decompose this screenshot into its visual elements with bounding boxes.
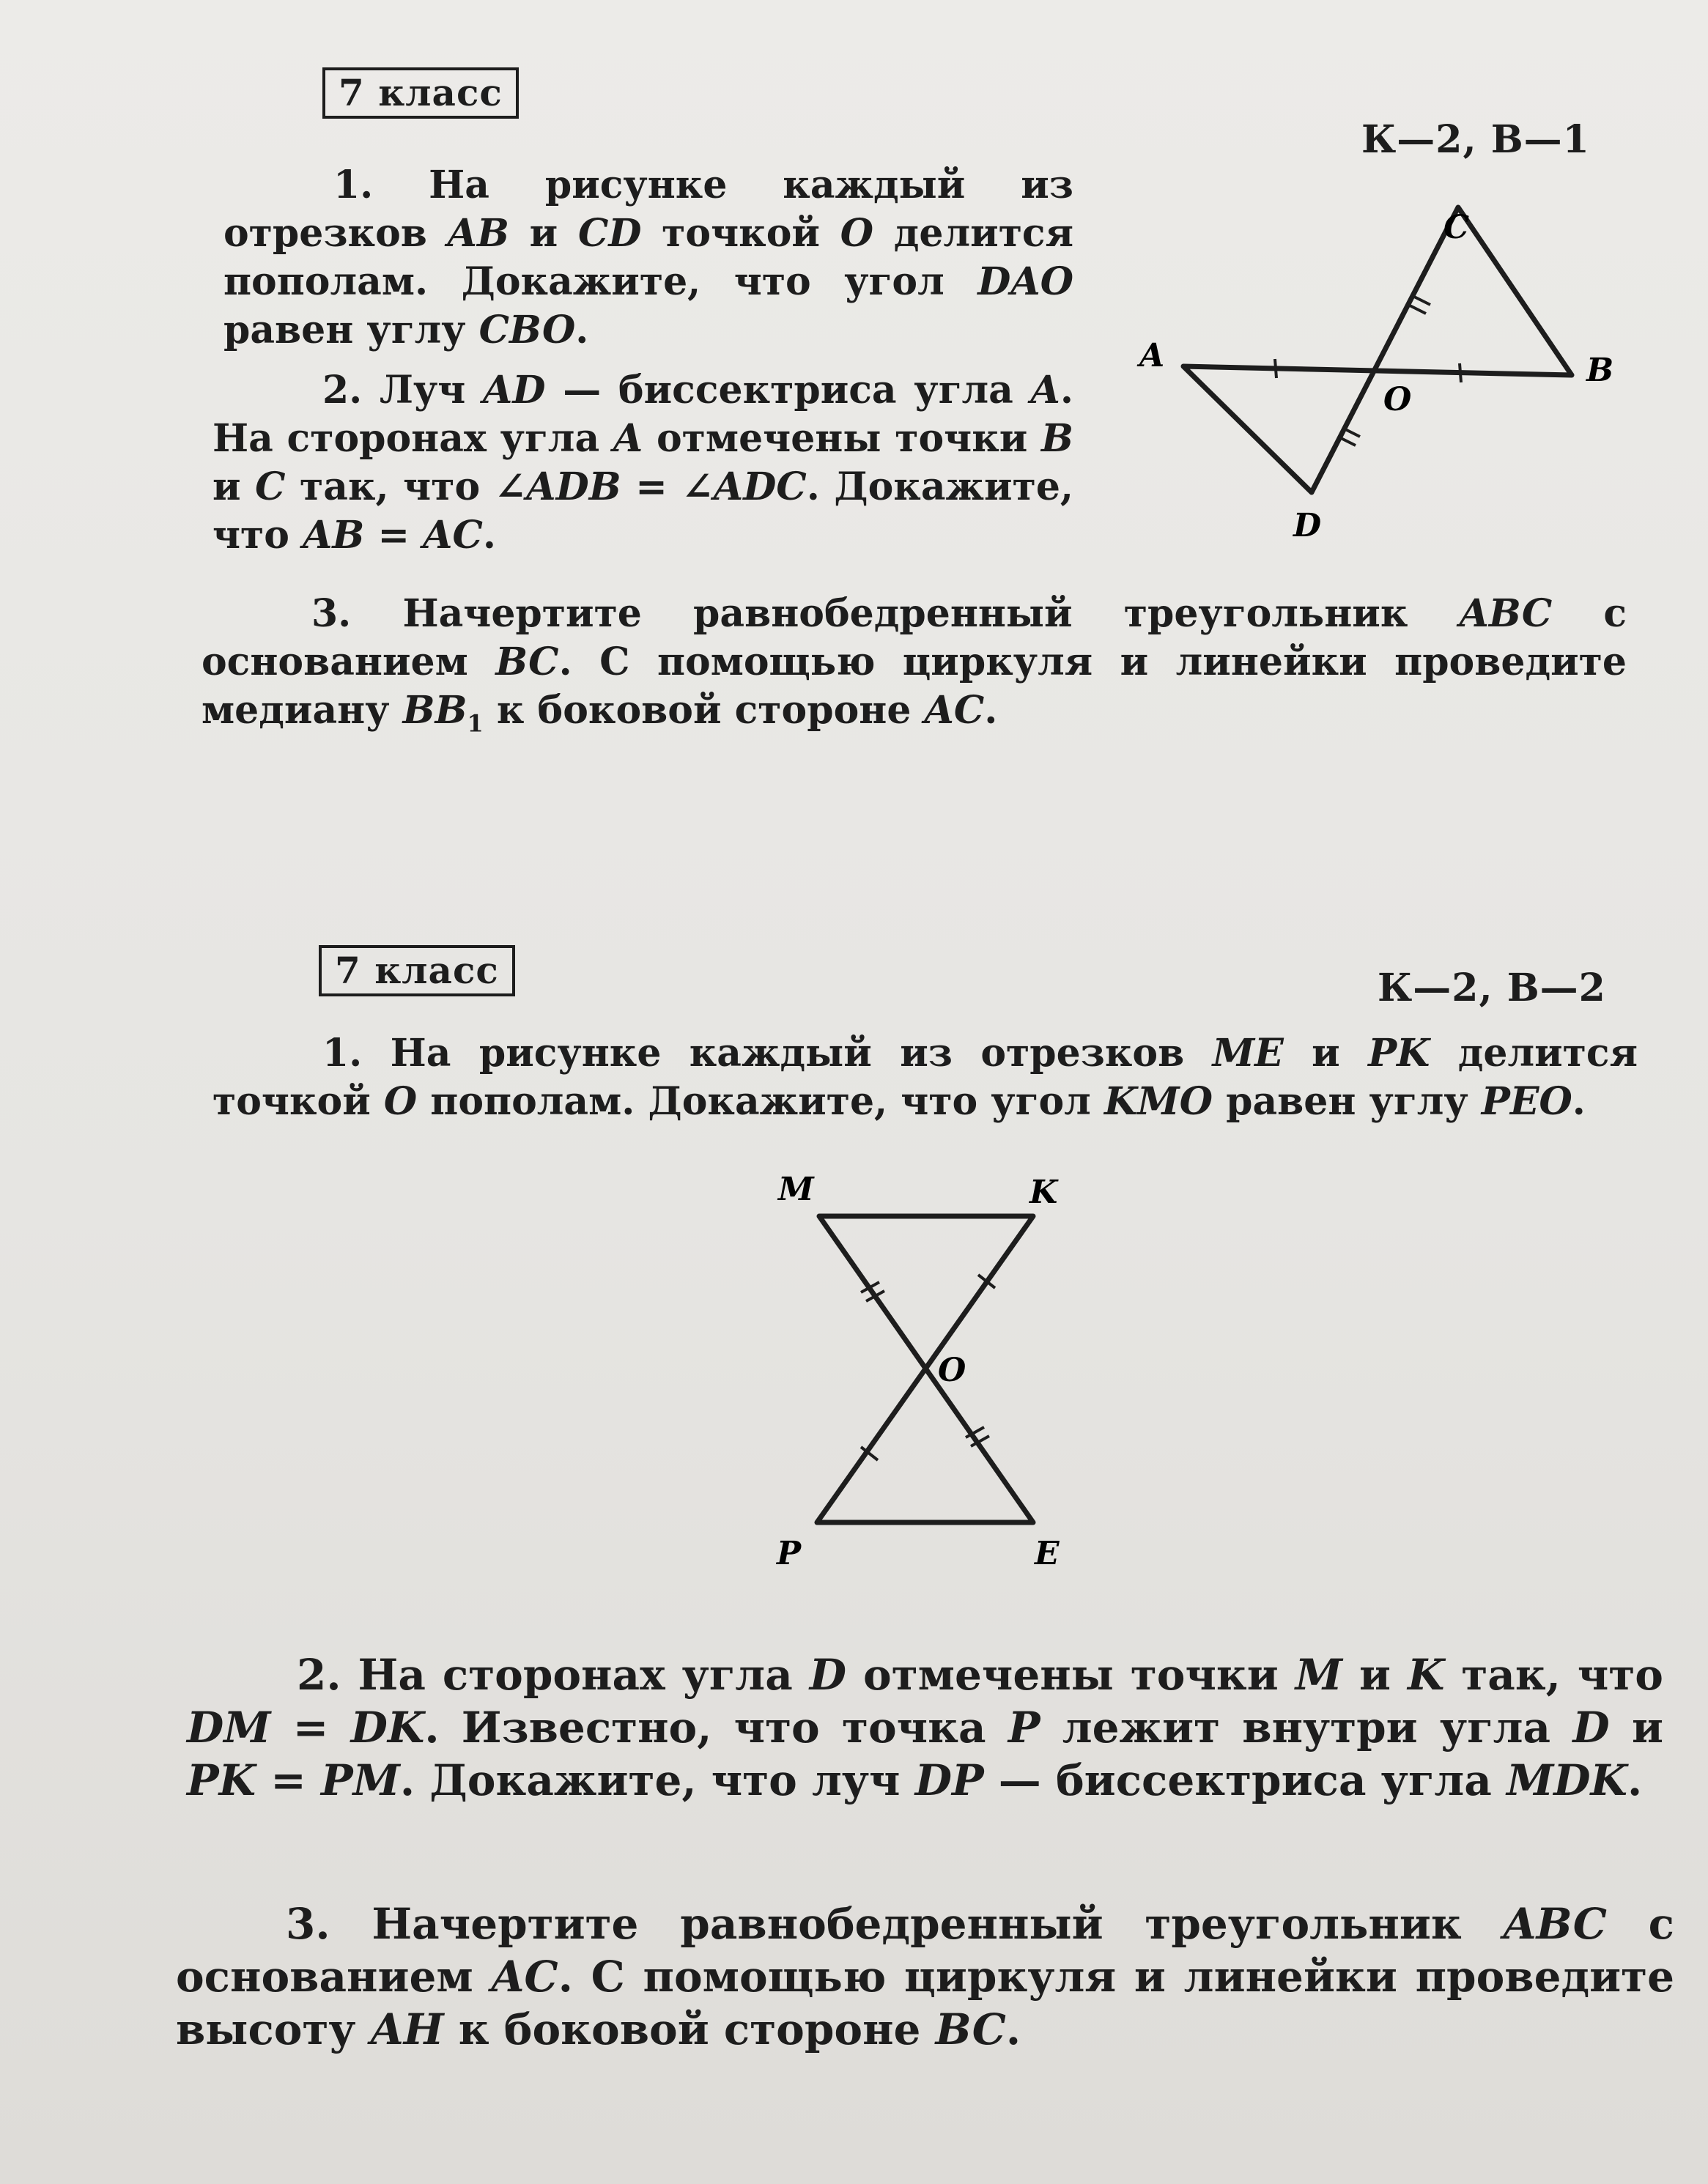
v1-task2 xyxy=(212,366,1073,560)
ray-label: DP xyxy=(914,1755,984,1805)
ray-label: AD xyxy=(483,368,546,412)
segment-label: CD xyxy=(577,211,642,256)
task-text: — биссектриса угла xyxy=(545,368,1031,412)
task-text: равен углу xyxy=(223,308,479,352)
task-text: На сторонах угла xyxy=(358,1650,810,1700)
angle-label: DAO xyxy=(977,259,1073,304)
task-text: Луч xyxy=(380,368,484,412)
task-text: . С помощью циркуля и линейки проведите медиану xyxy=(202,640,1627,733)
task-text: На рисунке каждый из отрезков xyxy=(390,1031,1213,1076)
grade-badge-v1: 7 класс xyxy=(322,67,519,119)
task-number: 2. xyxy=(322,368,363,412)
v2-task3 xyxy=(176,1898,1674,2056)
point-label-k: K xyxy=(1029,1174,1058,1211)
v2-task1 xyxy=(212,1029,1638,1126)
segment-label: PK xyxy=(1368,1031,1430,1076)
task-text: . xyxy=(1572,1079,1586,1124)
point-label: C xyxy=(255,464,286,509)
task-number: 3. xyxy=(286,1899,330,1949)
v1-task3 xyxy=(202,590,1627,747)
height-label: AH xyxy=(370,2005,444,2054)
hourglass-outline xyxy=(817,1216,1033,1522)
point-label-c: C xyxy=(1443,209,1470,246)
task-text: делится точкой xyxy=(212,1031,1638,1124)
task-text: и xyxy=(212,464,256,509)
angle-label: D xyxy=(809,1650,847,1700)
task-text: отмечены точки xyxy=(643,416,1042,461)
v1-task1 xyxy=(223,161,1073,355)
triangle-aod xyxy=(1183,207,1572,492)
grade-badge-v2: 7 класс xyxy=(319,945,515,996)
point-label: P xyxy=(1008,1703,1040,1752)
angle-label: KMO xyxy=(1103,1079,1213,1124)
tick-mark xyxy=(1460,363,1461,382)
angle-label: MDK xyxy=(1506,1755,1627,1805)
tick-mark xyxy=(1408,305,1426,314)
angle-label: D xyxy=(1572,1703,1610,1752)
task-text: . Докажите, что xyxy=(212,464,1074,558)
task-text: с основанием xyxy=(176,1899,1674,2002)
task-text: с основанием xyxy=(202,591,1627,684)
task-number: 2. xyxy=(297,1650,341,1700)
point-label-b: B xyxy=(1586,352,1614,389)
segment-label: ME xyxy=(1212,1031,1284,1076)
figure-v2-hourglass xyxy=(762,1158,1114,1583)
triangle-label: ABC xyxy=(1503,1899,1607,1949)
equation: DM = DK xyxy=(187,1703,425,1752)
task-text: . На сторонах угла xyxy=(212,368,1074,461)
variant-code-v1: К—2, В—1 xyxy=(1361,117,1590,162)
task-text: . xyxy=(1005,2005,1021,2054)
segment-label: BC xyxy=(935,2005,1006,2054)
task-number: 1. xyxy=(333,163,374,207)
point-label-p: P xyxy=(777,1535,802,1572)
task-text: точкой xyxy=(641,211,840,256)
segment-label: BC xyxy=(495,640,559,684)
equation: PK = PM xyxy=(187,1755,400,1805)
task-text: и xyxy=(1609,1703,1663,1752)
task-text: . xyxy=(984,688,998,733)
task-text: так, что xyxy=(285,464,495,509)
angle-label: CBO xyxy=(478,308,576,352)
segment-label: AC xyxy=(924,688,985,733)
task-text: к боковой стороне xyxy=(443,2005,936,2054)
point-label-d: D xyxy=(1293,507,1322,544)
task-text: . xyxy=(575,308,589,352)
tick-mark xyxy=(1413,296,1430,305)
task-text: равен углу xyxy=(1213,1079,1482,1124)
task-text: делится пополам. Докажите, что угол xyxy=(223,211,1073,304)
task-text: На рисунке каждый из отрезков xyxy=(223,163,1073,256)
task-text: . Докажите, что луч xyxy=(399,1755,915,1805)
task-text: . С помощью циркуля и линейки проведите высоту xyxy=(176,1952,1675,2054)
figure-v1-crossed-triangles xyxy=(1099,190,1627,571)
point-label: M xyxy=(1295,1650,1342,1700)
angle-label: A xyxy=(613,416,643,461)
task-text: и xyxy=(1283,1031,1369,1076)
task-text: пополам. Докажите, что угол xyxy=(417,1079,1104,1124)
point-label-o: O xyxy=(1383,381,1412,418)
task-text: Начертите равнобедренный треугольник xyxy=(371,1899,1504,1949)
median-subscript: 1 xyxy=(467,709,484,738)
task-text: лежит внутри угла xyxy=(1040,1703,1573,1752)
task-number: 3. xyxy=(311,591,352,636)
point-label: B xyxy=(1041,416,1073,461)
point-label: O xyxy=(840,211,873,256)
task-text: Начертите равнобедренный треугольник xyxy=(402,591,1460,636)
equation: ∠ADB = ∠ADC xyxy=(494,464,807,509)
angle-label: PEO xyxy=(1481,1079,1572,1124)
task-text: к боковой стороне xyxy=(483,688,925,733)
task-number: 1. xyxy=(322,1031,363,1076)
point-label-o: O xyxy=(938,1352,966,1389)
point-label: O xyxy=(383,1079,418,1124)
task-text: и xyxy=(509,211,578,256)
task-text: . xyxy=(1627,1755,1643,1805)
task-text: — биссектриса угла xyxy=(983,1755,1507,1805)
point-label: K xyxy=(1407,1650,1445,1700)
task-text: . Известно, что точка xyxy=(424,1703,1008,1752)
triangle-label: ABC xyxy=(1459,591,1553,636)
median-label: BB xyxy=(402,688,467,733)
point-label-m: M xyxy=(778,1171,814,1208)
variant-code-v2: К—2, В—2 xyxy=(1378,966,1606,1010)
task-text: так, что xyxy=(1444,1650,1663,1700)
equation: AB = AC xyxy=(303,513,483,558)
v2-task2 xyxy=(187,1648,1663,1807)
segment-label: AB xyxy=(447,211,509,256)
tick-mark xyxy=(1275,359,1276,378)
task-text: . xyxy=(482,513,496,558)
point-label-a: A xyxy=(1139,337,1165,374)
point-label-e: E xyxy=(1035,1535,1060,1572)
task-text: отмечены точки xyxy=(846,1650,1295,1700)
segment-label: AC xyxy=(491,1952,558,2002)
task-text: и xyxy=(1342,1650,1408,1700)
angle-label: A xyxy=(1030,368,1060,412)
